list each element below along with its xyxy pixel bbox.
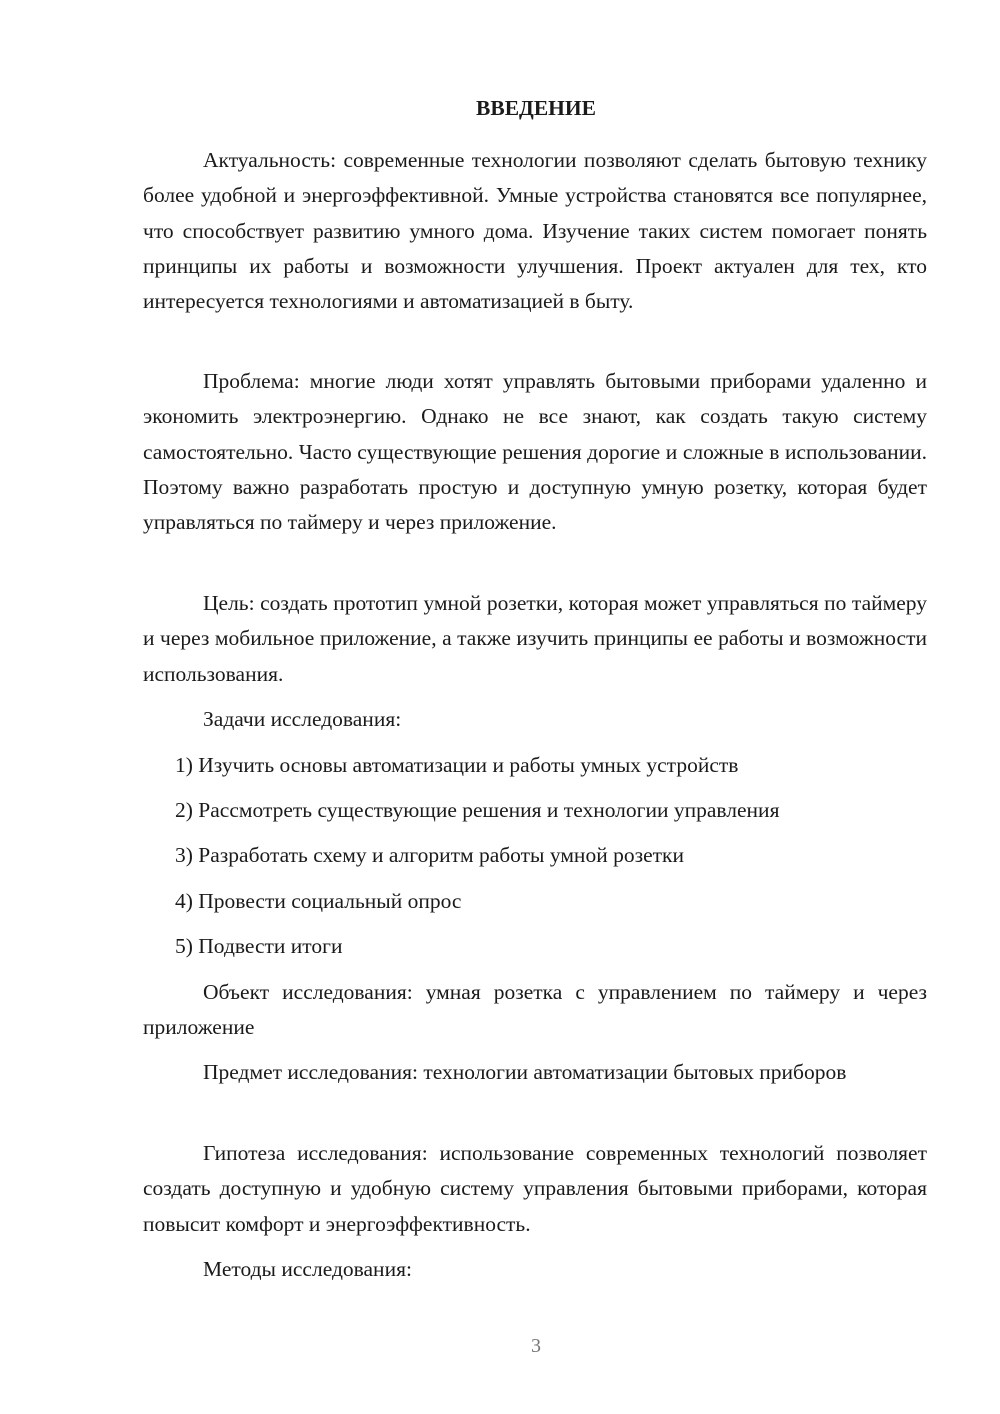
body-text-block-7 <box>143 1136 927 1242</box>
tasks-list-item-5 <box>143 929 927 964</box>
tasks-heading: Задачи исследования: <box>203 707 402 731</box>
list-item: 3) Разработать схему и алгоритм работы умной розетки <box>175 843 684 867</box>
paragraph-methods: Методы исследования: <box>203 1257 412 1281</box>
paragraph-hypothesis: Гипотеза исследования: использование современных технологий позволяет создать доступную и удобную систему управления бытовыми приборами, которая повысит комфорт и энергоэффективность. <box>143 1141 927 1236</box>
page-title: ВВЕДЕНИЕ <box>476 96 596 120</box>
list-item: 5) Подвести итоги <box>175 934 343 958</box>
list-item: 1) Изучить основы автоматизации и работы умных устройств <box>175 753 739 777</box>
tasks-list-item-2 <box>143 793 927 828</box>
tasks-list-item-3 <box>143 838 927 873</box>
body-text-block-5 <box>143 975 927 1046</box>
body-text-block-1 <box>143 143 927 319</box>
paragraph-goal: Цель: создать прототип умной розетки, которая может управляться по таймеру и через мобильное приложение, а также изучить принципы ее работы и возможности использования. <box>143 591 927 686</box>
body-text-block-2 <box>143 364 927 540</box>
tasks-list-item-1 <box>143 748 927 783</box>
list-item: 2) Рассмотреть существующие решения и технологии управления <box>175 798 780 822</box>
list-item: 4) Провести социальный опрос <box>175 889 462 913</box>
body-text-block-8 <box>143 1252 927 1287</box>
page-number: 3 <box>531 1335 541 1357</box>
paragraph-subject: Предмет исследования: технологии автоматизации бытовых приборов <box>203 1060 847 1084</box>
body-text-block-6 <box>143 1055 927 1090</box>
body-text-block-3 <box>143 586 927 692</box>
tasks-list-item-4 <box>143 884 927 919</box>
paragraph-relevance: Актуальность: современные технологии позволяют сделать бытовую технику более удобной и энергоэффективной. Умные устройства становятся все популярнее, что способствует развитию умного дома. Изучение таких систем помогает понять принципы их работы и возможности улучшения. Проект актуален для тех, кто интересуется технологиями и автоматизацией в быту. <box>143 148 927 314</box>
paragraph-problem: Проблема: многие люди хотят управлять бытовыми приборами удаленно и экономить электроэнергию. Однако не все знают, как создать такую систему самостоятельно. Часто существующие решения дорогие и сложные в использовании. Поэтому важно разработать простую и доступную умную розетку, которая будет управляться по таймеру и через приложение. <box>143 369 927 535</box>
paragraph-object: Объект исследования: умная розетка с управлением по таймеру и через приложение <box>143 980 927 1040</box>
body-text-block-4 <box>143 702 927 737</box>
